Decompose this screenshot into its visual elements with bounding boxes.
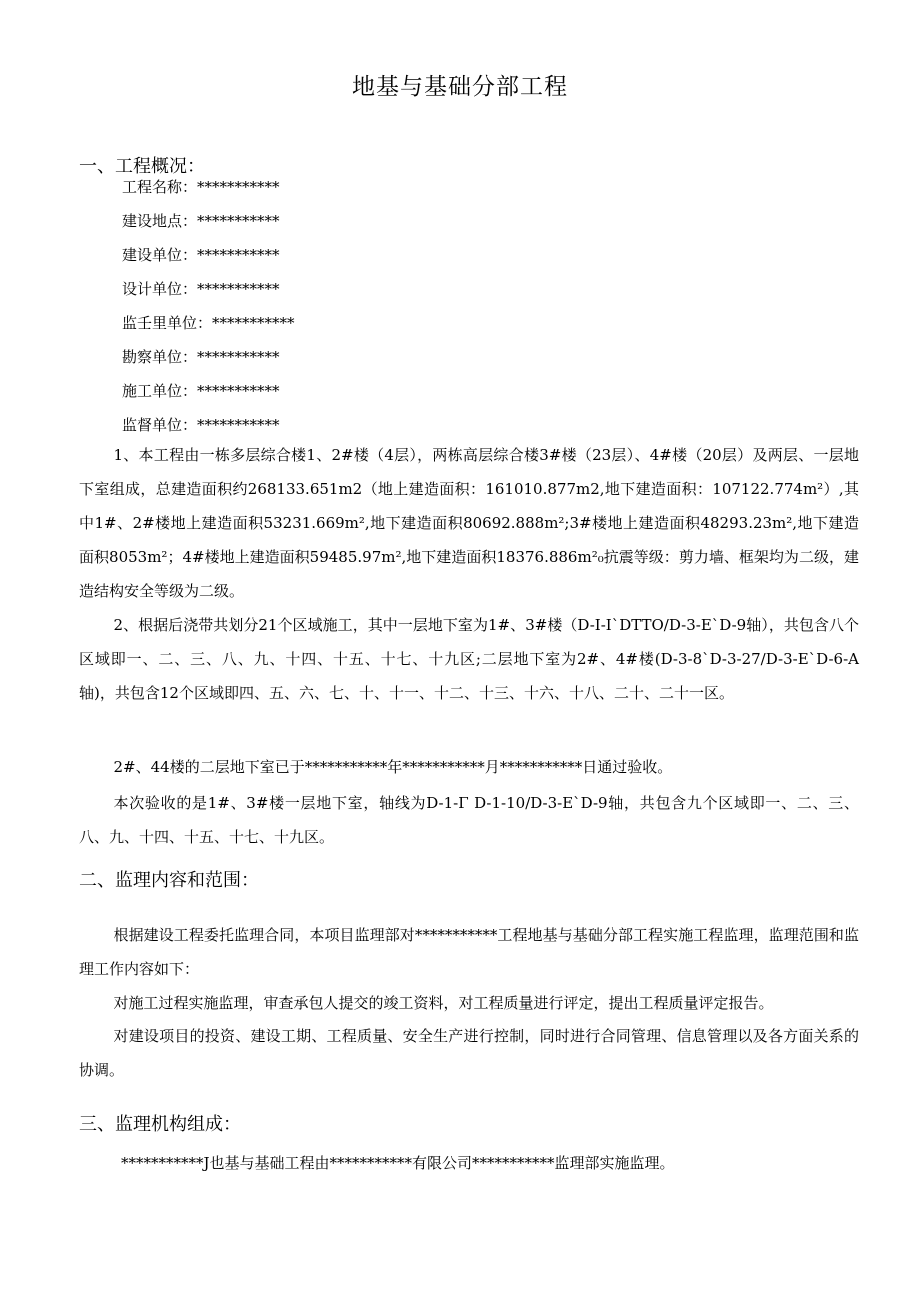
section-heading-overview: 一、工程概况： [79,156,205,177]
organization-paragraph: ***********J也基与基础工程由***********有限公司***********监理部实施监理。 [121,1154,675,1172]
info-surveyor: 勘察单位：*********** [122,348,280,366]
info-designer: 设计单位：*********** [122,280,280,298]
info-construction-site: 建设地点：*********** [122,212,280,230]
overview-paragraph-1: 1、本工程由一栋多层综合楼1、2#楼（4层），两栋高层综合楼3#楼（23层）、4#楼（20层）及两层、一层地下室组成，总建造面积约268133.651m2（地上建造面积：161010.877m2,地下建造面积：107122.774m²）,其中1#、2#楼地上建造面积53231.669m²,地下建造面积80692.888m²;3#楼地上建造面积48293.23m²,地下建造面积8053m²；4#楼地上建造面积59485.97m²,地下建造面积18376.886m²₀抗震等级：剪力墙、框架均为二级，建造结构安全等级为二级。 [79,446,859,600]
info-project-name: 工程名称：*********** [122,178,280,196]
overview-paragraph-2: 2、根据后浇带共划分21个区域施工，其中一层地下室为1#、3#楼（D-I-I`DTTO/D-3-E`D-9轴），共包含八个区域即一、二、三、八、九、十四、十五、十七、十九区;二层地下室为2#、4#楼(D-3-8`D-3-27/D-3-E`D-6-A轴)，共包含12个区域即四、五、六、七、十、十一、十二、十三、十六、十八、二十、二十一区。 [79,616,859,702]
overview-paragraph-3: 2#、44楼的二层地下室已于***********年***********月***********日通过验收。 [113,758,673,776]
overview-paragraph-4: 本次验收的是1#、3#楼一层地下室，轴线为D-1-Γ D-1-10/D-3-E`D-9轴，共包含九个区域即一、二、三、八、九、十四、十五、十七、十九区。 [79,794,859,846]
scope-paragraph-1: 根据建设工程委托监理合同，本项目监理部对***********工程地基与基础分部工程实施工程监理，监理范围和监理工作内容如下： [79,926,859,978]
info-inspector: 监督单位：*********** [122,416,280,434]
info-contractor: 施工单位：*********** [122,382,280,400]
document-title: 地基与基础分部工程 [352,74,568,100]
scope-paragraph-2: 对施工过程实施监理，审查承包人提交的竣工资料，对工程质量进行评定，提出工程质量评定报告。 [113,994,774,1012]
scope-paragraph-3: 对建设项目的投资、建设工期、工程质量、安全生产进行控制，同时进行合同管理、信息管理以及各方面关系的协调。 [79,1027,859,1079]
section-heading-scope: 二、监理内容和范围： [79,870,259,891]
info-supervisor: 监壬里单位：*********** [122,314,295,332]
section-heading-organization: 三、监理机构组成： [79,1114,241,1135]
info-client: 建设单位：*********** [122,246,280,264]
